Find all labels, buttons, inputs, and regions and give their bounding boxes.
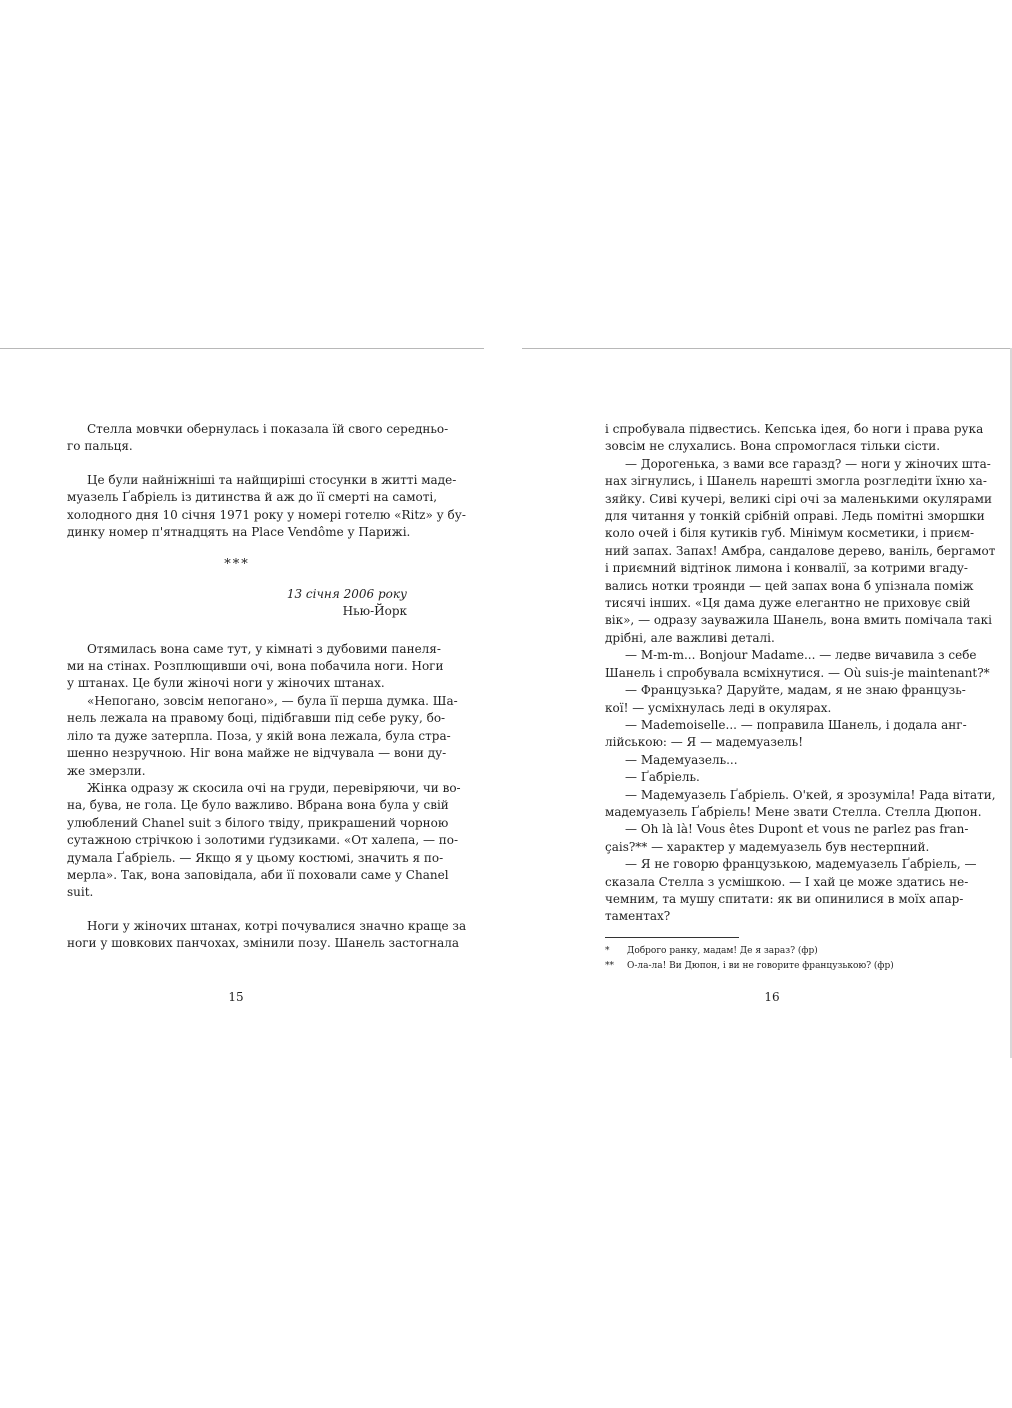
text-line: Стелла мовчки обернулась і показала їй свого середньо- — [87, 422, 449, 436]
text-line: і спробувала підвестись. Кепська ідея, бо ноги і права рука — [605, 422, 984, 436]
paragraph — [605, 682, 966, 717]
text-line: нах зігнулись, і Шанель нарешті змогла розгледіти їхню ха- — [605, 474, 987, 489]
text-line: — Мадемуазель Ґабріель. О'кей, я зрозуміла! Рада вітати, — [625, 787, 996, 802]
paragraph — [605, 647, 990, 682]
text-line: холодного дня 10 січня 1971 року у номері готелю «Ritz» у бу- — [67, 507, 466, 522]
page-top-rule-right — [522, 348, 1012, 349]
section-separator: *** — [224, 557, 250, 573]
text-line: — Дорогенька, з вами все гаразд? — ноги у жіночих шта- — [625, 456, 991, 471]
footnote-text: Доброго ранку, мадам! Де я зараз? (фр) — [627, 945, 818, 956]
text-line: ліло та дуже затерпла. Поза, у якій вона лежала, була стра- — [67, 728, 451, 743]
text-line: — Мадемуазель... — [625, 752, 738, 767]
text-line: лійською: — Я — мадемуазель! — [605, 735, 804, 750]
text-line: муазель Ґабріель із дитинства й аж до її смерті на самоті, — [67, 490, 438, 505]
text-line: Це були найніжніші та найщиріші стосунки в житті маде- — [87, 472, 457, 487]
text-line: у штанах. Це були жіночі ноги у жіночих штанах. — [67, 676, 385, 691]
paragraph — [67, 693, 458, 780]
text-line: же змерзли. — [67, 763, 146, 778]
text-line: і приємний відтінок лимона і конвалії, за котрими вгаду- — [605, 561, 968, 576]
text-line: Ноги у жіночих штанах, котрі почувалися значно краще за — [87, 918, 467, 933]
text-line: вались нотки троянди — цей запах вона б упізнала поміж — [605, 578, 974, 593]
page-number: 16 — [764, 990, 780, 1004]
text-line: зовсім не слухались. Вона спромоглася тільки сісти. — [605, 439, 941, 454]
text-line: Отямилась вона саме тут, у кімнаті з дубовими панеля- — [87, 641, 441, 656]
text-line: сутажною стрічкою і золотими ґудзиками. «От халепа, — по- — [67, 833, 459, 848]
text-line: — Я не говорю французькою, мадемуазель Ґабріель, — — [625, 857, 977, 872]
paragraph — [605, 421, 984, 456]
text-line: зяйку. Сиві кучері, великі сірі очі за маленькими окулярами — [605, 491, 993, 506]
text-line: нель лежала на правому боці, підібгавши під себе руку, бо- — [67, 711, 446, 726]
paragraph — [67, 472, 466, 542]
footnote — [605, 944, 945, 959]
text-line: «Непогано, зовсім непогано», — була її перша думка. Ша- — [87, 693, 458, 708]
text-line: — Ґабріель. — [625, 770, 700, 785]
page-number: 15 — [228, 990, 244, 1004]
text-line: на, бува, не гола. Це було важливо. Вбрана вона була у свій — [67, 798, 449, 813]
paragraph — [67, 421, 449, 456]
paragraph — [605, 787, 996, 822]
text-line: вік», — одразу зауважила Шанель, вона вмить помічала такі — [605, 613, 993, 628]
text-line: го пальця. — [67, 439, 133, 454]
footnote-mark: * — [605, 945, 610, 956]
paragraph — [67, 780, 461, 902]
text-line: улюблений Chanel suit з білого твіду, прикрашений чорною — [67, 815, 449, 830]
text-line: ний запах. Запах! Амбра, сандалове дерево, ваніль, бергамот — [605, 543, 996, 558]
text-line: таментах? — [605, 909, 671, 924]
text-line: мадемуазель Ґабріель! Мене звати Стелла. Стелла Дюпон. — [605, 804, 982, 819]
text-line: сказала Стелла з усмішкою. — І хай це може здатись не- — [605, 874, 969, 889]
paragraph — [605, 456, 996, 647]
place-heading: Нью-Йорк — [342, 604, 407, 619]
dateline — [67, 586, 407, 621]
text-line: думала Ґабріель. — Якщо я у цьому костюмі, значить я по- — [67, 850, 444, 865]
text-line: Шанель і спробувала всміхнутися. — Où suis-je maintenant?* — [605, 665, 990, 680]
footnote-mark: ** — [605, 960, 614, 971]
paragraph — [67, 918, 467, 953]
text-line: — Французька? Даруйте, мадам, я не знаю французь- — [625, 683, 966, 698]
text-line: Жінка одразу ж скосила очі на груди, перевіряючи, чи во- — [87, 780, 461, 795]
text-line: — M-m-m... Bonjour Madame... — ледве вичавила з себе — [625, 648, 977, 663]
footnote-text: О-ла-ла! Ви Дюпон, і ви не говорите французькою? (фр) — [627, 960, 894, 971]
text-line: тисячі інших. «Ця дама дуже елегантно не приховує свій — [605, 596, 971, 611]
paragraph — [67, 641, 444, 693]
text-line: кої! — усміхнулась леді в окулярах. — [605, 700, 832, 715]
date-heading: 13 січня 2006 року — [286, 586, 407, 601]
paragraph — [605, 856, 977, 926]
text-line: чемним, та мушу спитати: як ви опинилися в моїх апар- — [605, 891, 964, 906]
paragraph — [605, 717, 967, 752]
text-line: шенно незручною. Ніг вона майже не відчувала — вони ду- — [67, 746, 447, 761]
text-line: — Oh là là! Vous êtes Dupont et vous ne parlez pas fran- — [625, 822, 969, 837]
text-line: коло очей і біля кутиків губ. Мінімум косметики, і приєм- — [605, 526, 975, 541]
footnote — [605, 959, 945, 974]
text-line: suit. — [67, 885, 94, 900]
text-line: для читання у тонкій срібній оправі. Ледь помітні зморшки — [605, 509, 985, 524]
text-line: ноги у шовкових панчохах, змінили позу. Шанель застогнала — [67, 936, 460, 951]
footnote-rule — [605, 937, 739, 938]
left-page — [67, 421, 467, 953]
paragraph — [605, 821, 969, 856]
text-line: дрібні, але важливі деталі. — [605, 630, 775, 645]
right-page — [605, 421, 996, 974]
text-line: мерла». Так, вона заповідала, аби її поховали саме у Chanel — [67, 867, 449, 882]
text-line: — Mademoiselle... — поправила Шанель, і додала анг- — [625, 717, 967, 732]
text-line: çais?** — характер у мадемуазель був нестерпний. — [605, 839, 930, 854]
text-line: динку номер п'ятнадцять на Place Vendôme у Парижі. — [67, 525, 411, 540]
page-top-rule-left — [0, 348, 484, 349]
text-line: ми на стінах. Розплющивши очі, вона побачила ноги. Ноги — [67, 659, 444, 674]
